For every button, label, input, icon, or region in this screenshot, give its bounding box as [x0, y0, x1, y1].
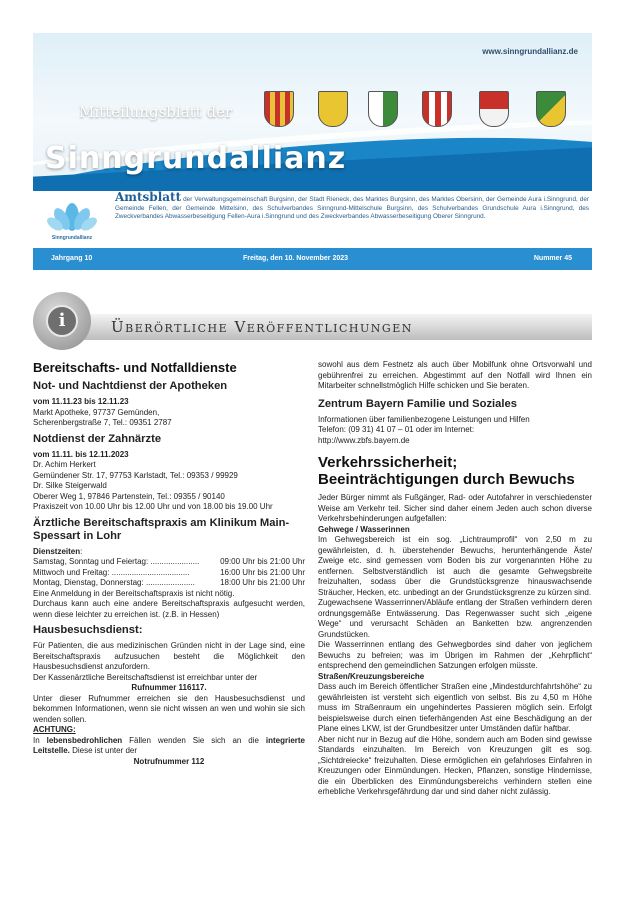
dienstzeit-day: Montag, Dienstag, Donnerstag: ......................	[33, 578, 195, 587]
masthead-title: Sinngrundallianz	[45, 141, 347, 176]
section-badge	[33, 292, 91, 350]
hausbesuch-text: Der Kassenärztliche Bereitschaftsdienst ist erreichbar unter der	[33, 672, 258, 682]
coat-of-arms-icon	[422, 91, 452, 127]
dienstzeit-row	[33, 578, 305, 589]
dienstzeit-time: 09:00 Uhr bis 21:00 Uhr	[220, 557, 305, 566]
continued-text: sowohl aus dem Festnetz als auch über Mobilfunk ohne Ortsvorwahl und gebührenfrei zu erreichen. Abgestimmt auf den Notfall wird Ihnen ein Mitarbeiter schnellstmöglich Hilfe schicken und Sie beraten.	[318, 360, 592, 390]
gehwege-text: Zugewachsene Wasserrinnen/Abläufe entlang der Straßen verhindern deren ordnungsgemäße Entwässerung. Das Regenwasser sucht sich „eigene Wege“ und verursacht Schäden an Banketten bzw. angrenzenden Grundstücken.	[318, 598, 592, 639]
header-banner	[33, 33, 592, 191]
amtsblatt-row	[33, 191, 592, 248]
zahnarzt-date: vom 11.11. bis 12.11.2023	[33, 449, 129, 459]
achtung-emphasis: integrierte Leitstelle.	[33, 735, 305, 755]
strassen-text: Dass auch im Bereich öffentlicher Straßen eine „Mindestdurchfahrtshöhe“ zu gewährleisten ist versteht sich eigentlich von selbst. Bis zu 4,50 m Höhe muss im Straßenraum ein ungehindertes Passieren möglich sein. Erfolgt beispielsweise durch einen tieferhängenden Ast eine Beschädigung an der Plane eines LKW, ist der Grundbesitzer unter Umständen dafür haftbar.	[318, 682, 592, 733]
apotheke-line: Markt Apotheke, 97737 Gemünden,	[33, 407, 160, 417]
dienstzeit-day: Samstag, Sonntag und Feiertag: ......................	[33, 557, 200, 566]
hausbesuch-text: Unter dieser Rufnummer erreichen sie den Hausbesuchsdienst und bekommen Informationen, wenn sie nicht wissen an wen und wohin sie sich wenden sollen.	[33, 693, 305, 724]
notrufnummer: Notrufnummer 112	[133, 756, 205, 766]
achtung-text-part: Fällen wenden Sie sich an die	[122, 735, 266, 745]
sinngrund-logo	[43, 197, 101, 243]
heading-strassen: Straßen/Kreuzungsbereiche	[318, 671, 425, 681]
praxis-note: Durchaus kann auch eine andere Bereitschaftspraxis aufgesucht werden, wenn diese leichter zu erreichen ist. (z.B. in Hessen)	[33, 599, 305, 619]
amtsblatt-text	[115, 190, 589, 222]
coat-of-arms-icon	[368, 91, 398, 127]
zahnarzt-line: Praxiszeit von 10.00 Uhr bis 12.00 Uhr und von 18.00 bis 19.00 Uhr	[33, 502, 273, 511]
issue-volume: Jahrgang 10	[51, 255, 93, 262]
dienstzeit-time: 16:00 Uhr bis 21:00 Uhr	[220, 567, 305, 577]
achtung-text	[33, 736, 305, 757]
apotheke-date: vom 11.11.23 bis 12.11.23	[33, 397, 129, 406]
info-icon: i	[46, 305, 78, 337]
logo-caption: Sinngrundallianz	[51, 235, 93, 241]
website-url[interactable]: www.sinngrundallianz.de	[482, 47, 578, 56]
zahnarzt-line: Dr. Achim Herkert	[33, 460, 96, 469]
heading-zahnaerzte: Notdienst der Zahnärzte	[33, 432, 162, 445]
achtung-text-part: In	[33, 735, 47, 745]
issue-number: Nummer 45	[533, 255, 572, 262]
zbfs-line: Informationen über familienbezogene Leistungen und Hilfen	[318, 414, 530, 424]
section-header	[33, 292, 592, 352]
dienstzeiten-label: Dienstzeiten	[33, 546, 81, 556]
heading-verkehrssicherheit: Verkehrssicherheit; Beeinträchtigungen durch Bewuchs	[318, 454, 575, 488]
heading-apotheken: Not- und Nachtdienst der Apotheken	[33, 380, 228, 392]
zbfs-line: Telefon: (09 31) 41 07 – 01 oder im Internet:	[318, 425, 475, 434]
issue-info-bar	[33, 248, 592, 270]
right-column	[318, 360, 592, 798]
amtsblatt-word: Amtsblatt	[115, 190, 182, 204]
zahnarzt-line: Dr. Silke Steigerwald	[33, 481, 107, 490]
heading-hausbesuchsdienst: Hausbesuchsdienst:	[33, 624, 143, 636]
achtung-text-part: Diese ist unter der	[69, 746, 138, 755]
left-column	[33, 360, 305, 767]
amtsblatt-body: der Verwaltungsgemeinschaft Burgsinn, der Stadt Rieneck, des Marktes Burgsinn, des Marktes Obersinn, der Gemeinde Aura i.Sinngrund, der Gemeinde Fellen, der Gemeinde Mittelsinn, des Schulverbandes Sinngrund-Mittelschule Burgsinn, des Schulverbandes Grundschule Aura i.Sinngrund, des Zweckverbandes Abwasserbeseitigung Fellen-Aura i.Sinngrund und des Zweckverbandes Abwasserbeseitigung Oberer Sinngrund.	[115, 196, 589, 221]
zahnarzt-line: Gemündener Str. 17, 97753 Karlstadt, Tel.: 09353 / 99929	[33, 470, 238, 480]
hausbesuch-text: Für Patienten, die aus medizinischen Gründen nicht in der Lage sind, eine Bereitschaftspraxis aufzusuchen besteht die Möglichkeit den Hausbesuchsdienst anzufordern.	[33, 641, 305, 671]
coat-of-arms-icon	[318, 91, 348, 127]
heading-bereitschaftspraxis: Ärztliche Bereitschaftspraxis am Klinikum Main-Spessart in Lohr	[33, 516, 290, 542]
achtung-emphasis: lebensbedrohlichen	[46, 735, 123, 745]
achtung-label: ACHTUNG:	[33, 725, 76, 734]
verkehr-intro: Jeder Bürger nimmt als Fußgänger, Rad- oder Autofahrer in verschiedenster Weise am Verkehr teil. Sicher sind daher einem Jeden auch schon diverse Verkehrsbehinderungen aufgefallen:	[318, 493, 592, 523]
dienstzeit-day: Mittwoch und Freitag: ...................................	[33, 567, 190, 577]
apotheke-line: Scherenbergstraße 7, Tel.: 09351 2787	[33, 418, 172, 427]
gehwege-text: Die Wasserrinnen entlang des Gehwegbordes sind daher von jeglichem Bewuchs zu befreien; was im Übrigen im Rahmen der „Kehrpflicht“ entsprechend den gemeindlichen Satzungen erfolgen müsste.	[318, 640, 592, 670]
dienstzeit-time: 18:00 Uhr bis 21:00 Uhr	[220, 578, 305, 587]
masthead-subtitle: Mitteilungsblatt der	[79, 103, 233, 121]
heading-gehwege: Gehwege / Wasserinnen	[318, 524, 410, 534]
zahnarzt-line: Oberer Weg 1, 97846 Partenstein, Tel.: 09355 / 90140	[33, 491, 225, 501]
zbfs-link[interactable]: http://www.zbfs.bayern.de	[318, 435, 410, 445]
praxis-note: Eine Anmeldung in der Bereitschaftspraxis ist nicht nötig.	[33, 588, 235, 598]
gehwege-text: Im Gehwegsbereich ist ein sog. „Lichtraumprofil“ von 2,50 m zu gewährleisten, d. h. überstehender Bewuchs, herunterhängende Äste/ Zweige etc. sind gemessen vom Boden bis zur vorgenannten Höhe zu entfernen. Selbstverständlich ist auch die gesamte Gehwegsbreite freizuhalten, sodass über die Grundstücksgrenze hinauswachsende Sträucher, Hecken, etc. unbedingt an der Grundstücksgrenze zu kürzen sind.	[318, 535, 592, 597]
dienstzeit-row	[33, 557, 305, 568]
rufnummer: Rufnummer 116117.	[131, 683, 207, 692]
issue-date: Freitag, den 10. November 2023	[243, 255, 349, 262]
coat-of-arms-icon	[536, 91, 566, 127]
strassen-text: Aber nicht nur in Bezug auf die Höhe, sondern auch am Boden sind gewisse Standards einzuhalten. Im Bereich von Kreuzungen gilt es sog. „Sichtdreiecke“ freizuhalten. Diese ermöglichen ein gefahrloses Einfahren in Kreuzungen oder Einmündungen. Hecken, Pflanzen, sonstige Hindernisse, die ein Überblicken des Einmündungsbereichs verhindern stellen eine erhebliche Verkehrsgefährdung dar und sind daher nicht zulässig.	[318, 734, 592, 796]
coat-of-arms-icon	[264, 91, 294, 127]
heading-zbfs: Zentrum Bayern Familie und Soziales	[318, 397, 517, 410]
dienstzeit-row	[33, 568, 305, 579]
dienstzeiten-colon: :	[80, 546, 83, 556]
heading-notfalldienste: Bereitschafts- und Notfalldienste	[33, 360, 237, 375]
section-title: Überörtliche Veröffentlichungen	[111, 318, 413, 336]
coat-of-arms-icon	[479, 91, 509, 127]
